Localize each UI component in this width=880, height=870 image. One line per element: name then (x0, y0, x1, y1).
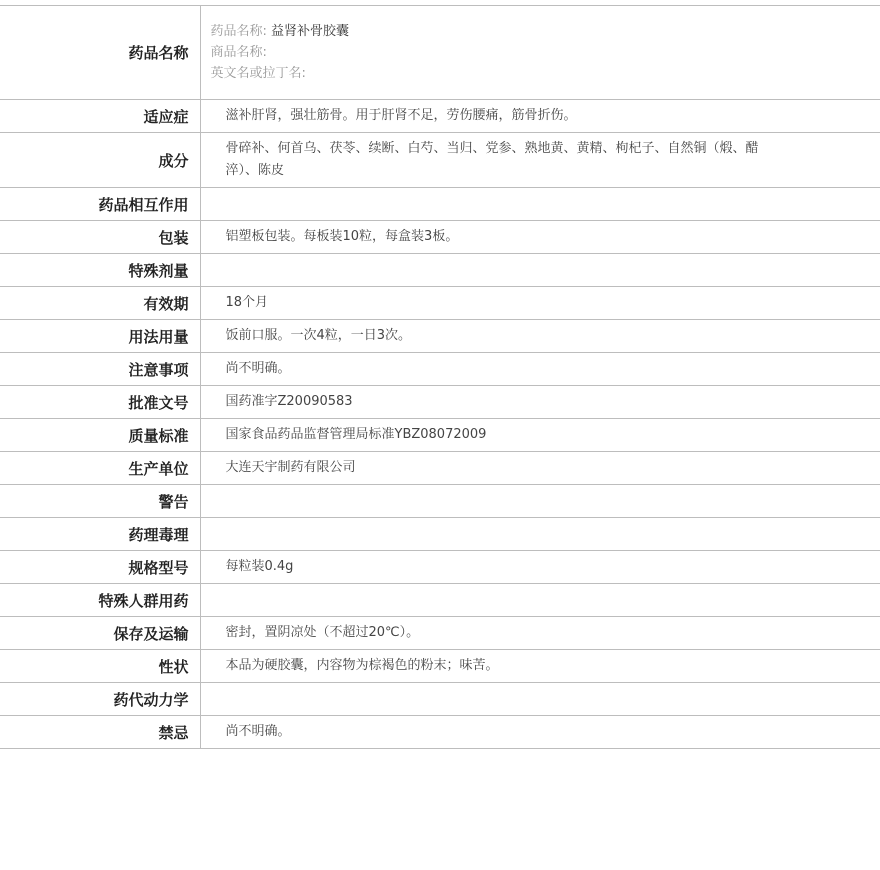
row-value: 骨碎补、何首乌、茯苓、续断、白芍、当归、党参、熟地黄、黄精、枸杞子、自然铜（煅、醋淬）、陈皮 (200, 133, 880, 188)
table-row (0, 254, 880, 287)
table-row (0, 716, 880, 749)
table-row (0, 683, 880, 716)
table-row (0, 584, 880, 617)
row-label: 药理毒理 (0, 518, 200, 551)
drug-info-table (0, 5, 880, 749)
row-label: 适应症 (0, 100, 200, 133)
generic-name-line (211, 21, 791, 42)
row-label: 特殊人群用药 (0, 584, 200, 617)
row-value: 每粒装0.4g (200, 551, 880, 584)
row-label: 批准文号 (0, 386, 200, 419)
table-row (0, 133, 880, 188)
row-label: 用法用量 (0, 320, 200, 353)
trade-name-line (211, 42, 791, 63)
row-value: 国家食品药品监督管理局标准YBZ08072009 (200, 419, 880, 452)
drug-name-block (200, 6, 880, 100)
row-value: 尚不明确。 (200, 716, 880, 749)
row-label: 药品名称 (0, 6, 200, 100)
table-row (0, 100, 880, 133)
generic-name-label: 药品名称: (210, 24, 267, 39)
row-value: 密封，置阴凉处（不超过20℃）。 (200, 617, 880, 650)
row-label: 有效期 (0, 287, 200, 320)
row-value: 18个月 (200, 287, 880, 320)
table-row (0, 551, 880, 584)
row-label: 警告 (0, 485, 200, 518)
table-row (0, 188, 880, 221)
row-value (200, 254, 880, 287)
table-row (0, 650, 880, 683)
row-value: 铝塑板包装。每板装10粒，每盒装3板。 (200, 221, 880, 254)
table-row-drug-name (0, 6, 880, 100)
trade-name-label: 商品名称: (210, 45, 267, 60)
row-label: 药品相互作用 (0, 188, 200, 221)
table-row (0, 485, 880, 518)
row-value: 大连天宇制药有限公司 (200, 452, 880, 485)
row-value (200, 188, 880, 221)
row-value: 滋补肝肾，强壮筋骨。用于肝肾不足，劳伤腰痛，筋骨折伤。 (200, 100, 880, 133)
row-value (200, 683, 880, 716)
row-label: 注意事项 (0, 353, 200, 386)
row-value: 饭前口服。一次4粒，一日3次。 (200, 320, 880, 353)
row-label: 特殊剂量 (0, 254, 200, 287)
table-row (0, 386, 880, 419)
english-name-label: 英文名或拉丁名: (210, 66, 306, 81)
row-label: 禁忌 (0, 716, 200, 749)
row-label: 药代动力学 (0, 683, 200, 716)
table-row (0, 353, 880, 386)
row-label: 生产单位 (0, 452, 200, 485)
table-row (0, 617, 880, 650)
row-label: 规格型号 (0, 551, 200, 584)
row-value: 尚不明确。 (200, 353, 880, 386)
row-value (200, 518, 880, 551)
generic-name-value: 益肾补骨胶囊 (271, 24, 350, 39)
row-value (200, 485, 880, 518)
table-row (0, 320, 880, 353)
row-value (200, 584, 880, 617)
row-label: 质量标准 (0, 419, 200, 452)
row-label: 性状 (0, 650, 200, 683)
table-row (0, 287, 880, 320)
english-name-line (211, 63, 791, 84)
table-row (0, 419, 880, 452)
row-value: 国药准字Z20090583 (200, 386, 880, 419)
table-row (0, 452, 880, 485)
table-row (0, 518, 880, 551)
drug-info-table-body (0, 6, 880, 749)
table-row (0, 221, 880, 254)
row-label: 保存及运输 (0, 617, 200, 650)
row-label: 包装 (0, 221, 200, 254)
row-value: 本品为硬胶囊，内容物为棕褐色的粉末；味苦。 (200, 650, 880, 683)
row-label: 成分 (0, 133, 200, 188)
